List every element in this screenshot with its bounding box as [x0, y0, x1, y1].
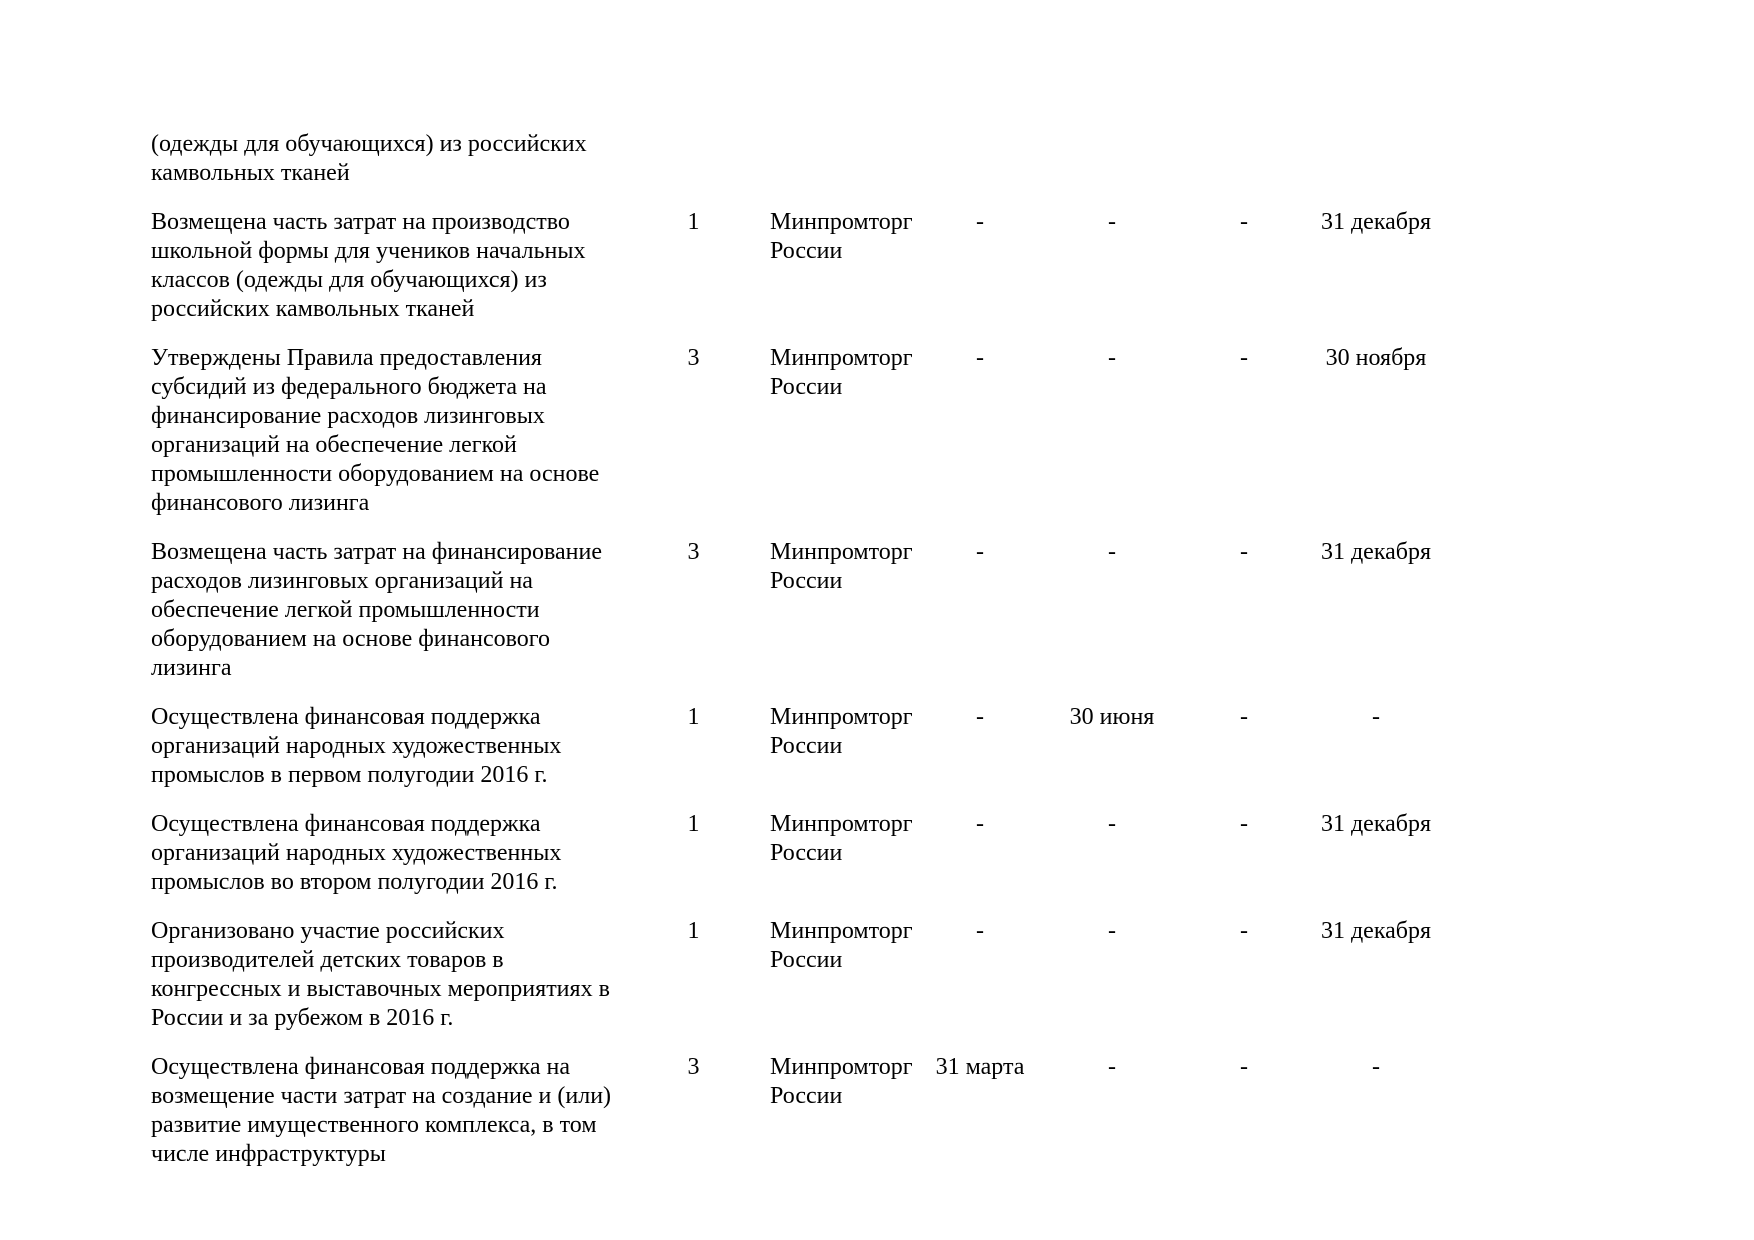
deadline-q4: - [1372, 704, 1380, 730]
deadline-q4: 30 ноября [1325, 345, 1427, 371]
empty-cell [914, 130, 1046, 208]
deadline-q3: - [1240, 918, 1248, 944]
empty-cell [1310, 130, 1442, 208]
event-text: Возмещена часть затрат на производство школьной формы для учеников начальных классов (одежды для обучающихся) из российских камвольных тканей [151, 209, 586, 322]
table-row [151, 703, 1442, 810]
deadline-q2: - [1108, 918, 1116, 944]
event-code: 1 [687, 209, 700, 235]
event-code: 1 [687, 811, 700, 837]
table-row [151, 1053, 1442, 1189]
deadline-q2: - [1108, 811, 1116, 837]
deadline-q4: 31 декабря [1320, 209, 1432, 235]
event-text: (одежды для обучающихся) из российских камвольных тканей [151, 131, 587, 186]
deadline-q1: 31 марта [935, 1054, 1025, 1080]
responsible-executor: Минпромторг России [770, 539, 913, 594]
deadline-q4: 31 декабря [1320, 539, 1432, 565]
event-code: 1 [687, 918, 700, 944]
deadline-q2: 30 июня [1069, 704, 1155, 730]
deadline-q3: - [1240, 539, 1248, 565]
event-text: Возмещена часть затрат на финансирование расходов лизинговых организаций на обеспечение легкой промышленности оборудованием на основе финансового лизинга [151, 539, 602, 681]
event-text: Осуществлена финансовая поддержка на возмещение части затрат на создание и (или) развитие имущественного комплекса, в том числе инфраструктуры [151, 1054, 612, 1167]
deadline-q1: - [976, 918, 984, 944]
event-code: 3 [687, 539, 700, 565]
table-row [151, 208, 1442, 344]
deadline-q4: 31 декабря [1320, 918, 1432, 944]
empty-cell [1178, 130, 1310, 208]
responsible-executor: Минпромторг России [770, 345, 913, 400]
plan-table [151, 130, 1442, 1189]
event-text: Организовано участие российских производителей детских товаров в конгрессных и выставочных мероприятиях в России и за рубежом в 2016 г. [151, 918, 610, 1031]
deadline-q2: - [1108, 1054, 1116, 1080]
deadline-q3: - [1240, 345, 1248, 371]
responsible-executor: Минпромторг России [770, 918, 913, 973]
deadline-q3: - [1240, 209, 1248, 235]
deadline-q2: - [1108, 209, 1116, 235]
deadline-q1: - [976, 811, 984, 837]
event-code: 3 [687, 1054, 700, 1080]
empty-cell [754, 130, 914, 208]
deadline-q2: - [1108, 539, 1116, 565]
deadline-q1: - [976, 539, 984, 565]
table-row [151, 917, 1442, 1053]
responsible-executor: Минпромторг России [770, 1054, 913, 1109]
empty-cell [1046, 130, 1178, 208]
deadline-q2: - [1108, 345, 1116, 371]
event-text: Осуществлена финансовая поддержка организаций народных художественных промыслов в первом полугодии 2016 г. [151, 704, 562, 788]
deadline-q1: - [976, 345, 984, 371]
deadline-q3: - [1240, 704, 1248, 730]
responsible-executor: Минпромторг России [770, 704, 913, 759]
event-code: 1 [687, 704, 700, 730]
event-text: Утверждены Правила предоставления субсидий из федерального бюджета на финансирование расходов лизинговых организаций на обеспечение легкой промышленности оборудованием на основе финансового лизинга [151, 345, 600, 516]
responsible-executor: Минпромторг России [770, 209, 913, 264]
deadline-q3: - [1240, 1054, 1248, 1080]
table-row [151, 810, 1442, 917]
deadline-q4: - [1372, 1054, 1380, 1080]
table-row [151, 344, 1442, 538]
deadline-q4: 31 декабря [1320, 811, 1432, 837]
table-row [151, 538, 1442, 703]
deadline-q3: - [1240, 811, 1248, 837]
deadline-q1: - [976, 704, 984, 730]
event-text: Осуществлена финансовая поддержка организаций народных художественных промыслов во втором полугодии 2016 г. [151, 811, 562, 895]
continuation-row [151, 130, 1442, 208]
event-code: 3 [687, 345, 700, 371]
responsible-executor: Минпромторг России [770, 811, 913, 866]
empty-cell [633, 130, 754, 208]
deadline-q1: - [976, 209, 984, 235]
